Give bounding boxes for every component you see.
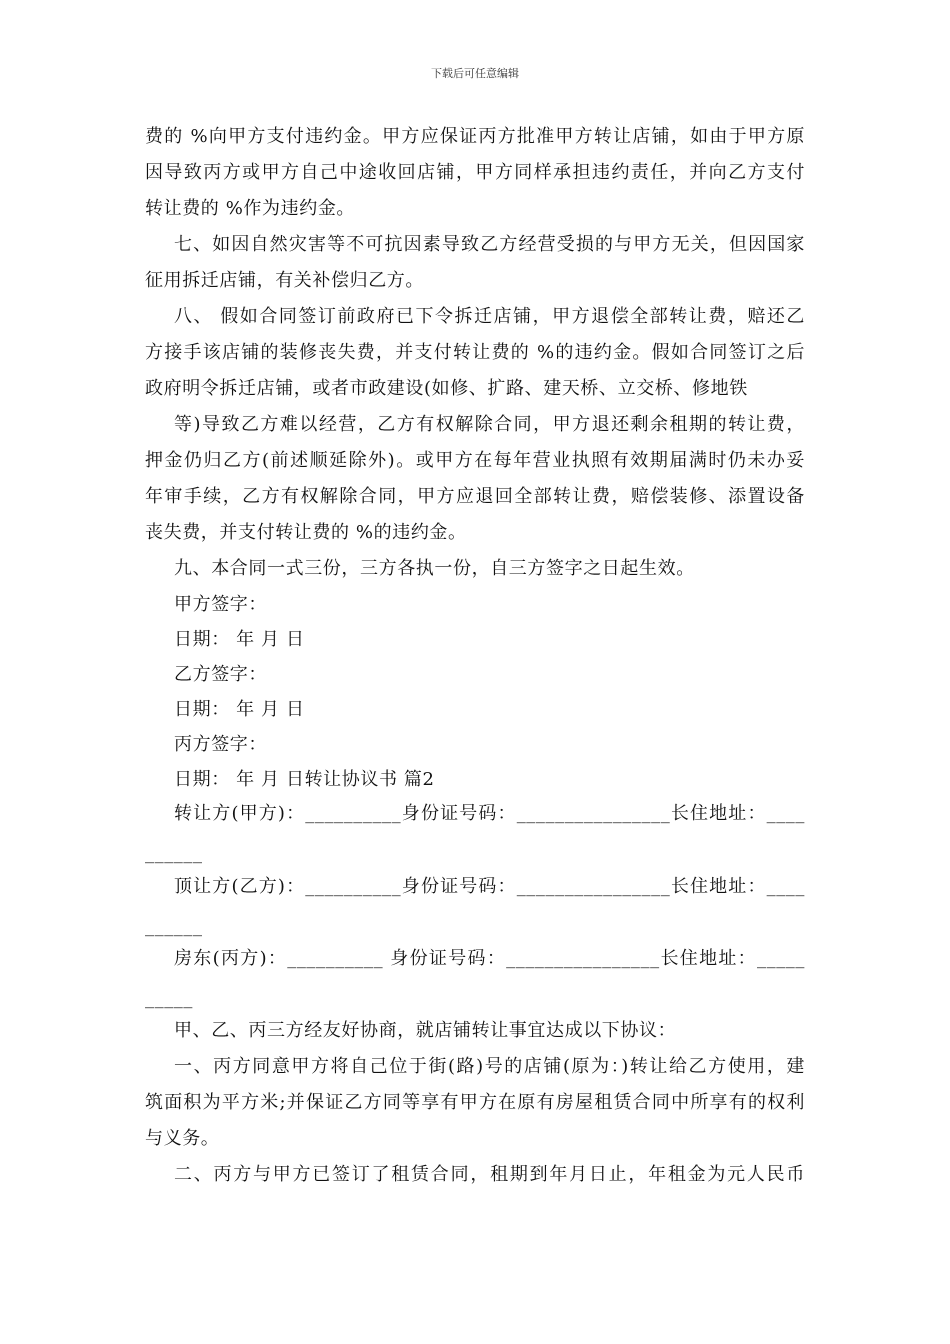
- paragraph-line: 八、 假如合同签订前政府已下令拆迁店铺，甲方退偿全部转让费，赔还乙: [174, 306, 805, 327]
- paragraph-line: 筑面积为平方米;并保证乙方同等享有甲方在原有房屋租赁合同中所享有的权利: [145, 1092, 805, 1113]
- paragraph-line: 一、丙方同意甲方将自己位于街(路)号的店铺(原为：)转让给乙方使用，建: [174, 1056, 805, 1077]
- party-line-continued: ______: [145, 843, 203, 864]
- paragraph-line: 甲、乙、丙三方经友好协商，就店铺转让事宜达成以下协议：: [174, 1020, 677, 1041]
- signature-label: 丙方签字：: [174, 734, 267, 755]
- paragraph-line: 二、丙方与甲方已签订了租赁合同，租期到年月日止，年租金为元人民币: [174, 1164, 805, 1185]
- date-line: 日期： 年 月 日: [174, 629, 305, 650]
- paragraph-line: 方接手该店铺的装修丧失费，并支付转让费的 %的违约金。假如合同签订之后: [145, 342, 805, 363]
- paragraph-line: 七、如因自然灾害等不可抗因素导致乙方经营受损的与甲方无关，但因国家: [174, 234, 805, 255]
- paragraph-line: 费的 %向甲方支付违约金。甲方应保证丙方批准甲方转让店铺，如由于甲方原: [145, 126, 805, 147]
- signature-label: 乙方签字：: [174, 664, 267, 685]
- paragraph-line: 政府明令拆迁店铺，或者市政建设(如修、扩路、建天桥、立交桥、修地铁: [145, 378, 748, 399]
- page-header: 下载后可任意编辑: [431, 67, 519, 80]
- party-line: 顶让方(乙方)：__________身份证号码：________________长住地址：____: [174, 876, 805, 897]
- paragraph-line: 转让费的 %作为违约金。: [145, 198, 356, 219]
- party-line-continued: ______: [145, 916, 203, 937]
- paragraph-line: 与义务。: [145, 1128, 220, 1149]
- paragraph-line: 因导致丙方或甲方自己中途收回店铺，甲方同样承担违约责任，并向乙方支付: [145, 162, 805, 183]
- party-line-continued: _____: [145, 988, 193, 1009]
- party-line: 房东(丙方)：__________ 身份证号码：________________长住地址：_____: [174, 948, 805, 969]
- date-line: 日期： 年 月 日: [174, 699, 305, 720]
- date-line: 日期： 年 月 日转让协议书 篇2: [174, 769, 435, 790]
- paragraph-line: 押金仍归乙方(前述顺延除外)。或甲方在每年营业执照有效期届满时仍未办妥: [145, 450, 805, 471]
- paragraph-line: 年审手续，乙方有权解除合同，甲方应退回全部转让费，赔偿装修、添置设备: [145, 486, 805, 507]
- paragraph-line: 等)导致乙方难以经营，乙方有权解除合同，甲方退还剩余租期的转让费，: [174, 414, 805, 435]
- paragraph-line: 丧失费，并支付转让费的 %的违约金。: [145, 522, 467, 543]
- signature-label: 甲方签字：: [174, 594, 267, 615]
- paragraph-line: 九、本合同一式三份，三方各执一份，自三方签字之日起生效。: [174, 558, 695, 579]
- party-line: 转让方(甲方)：__________身份证号码：________________长住地址：____: [174, 803, 805, 824]
- paragraph-line: 征用拆迁店铺，有关补偿归乙方。: [145, 270, 424, 291]
